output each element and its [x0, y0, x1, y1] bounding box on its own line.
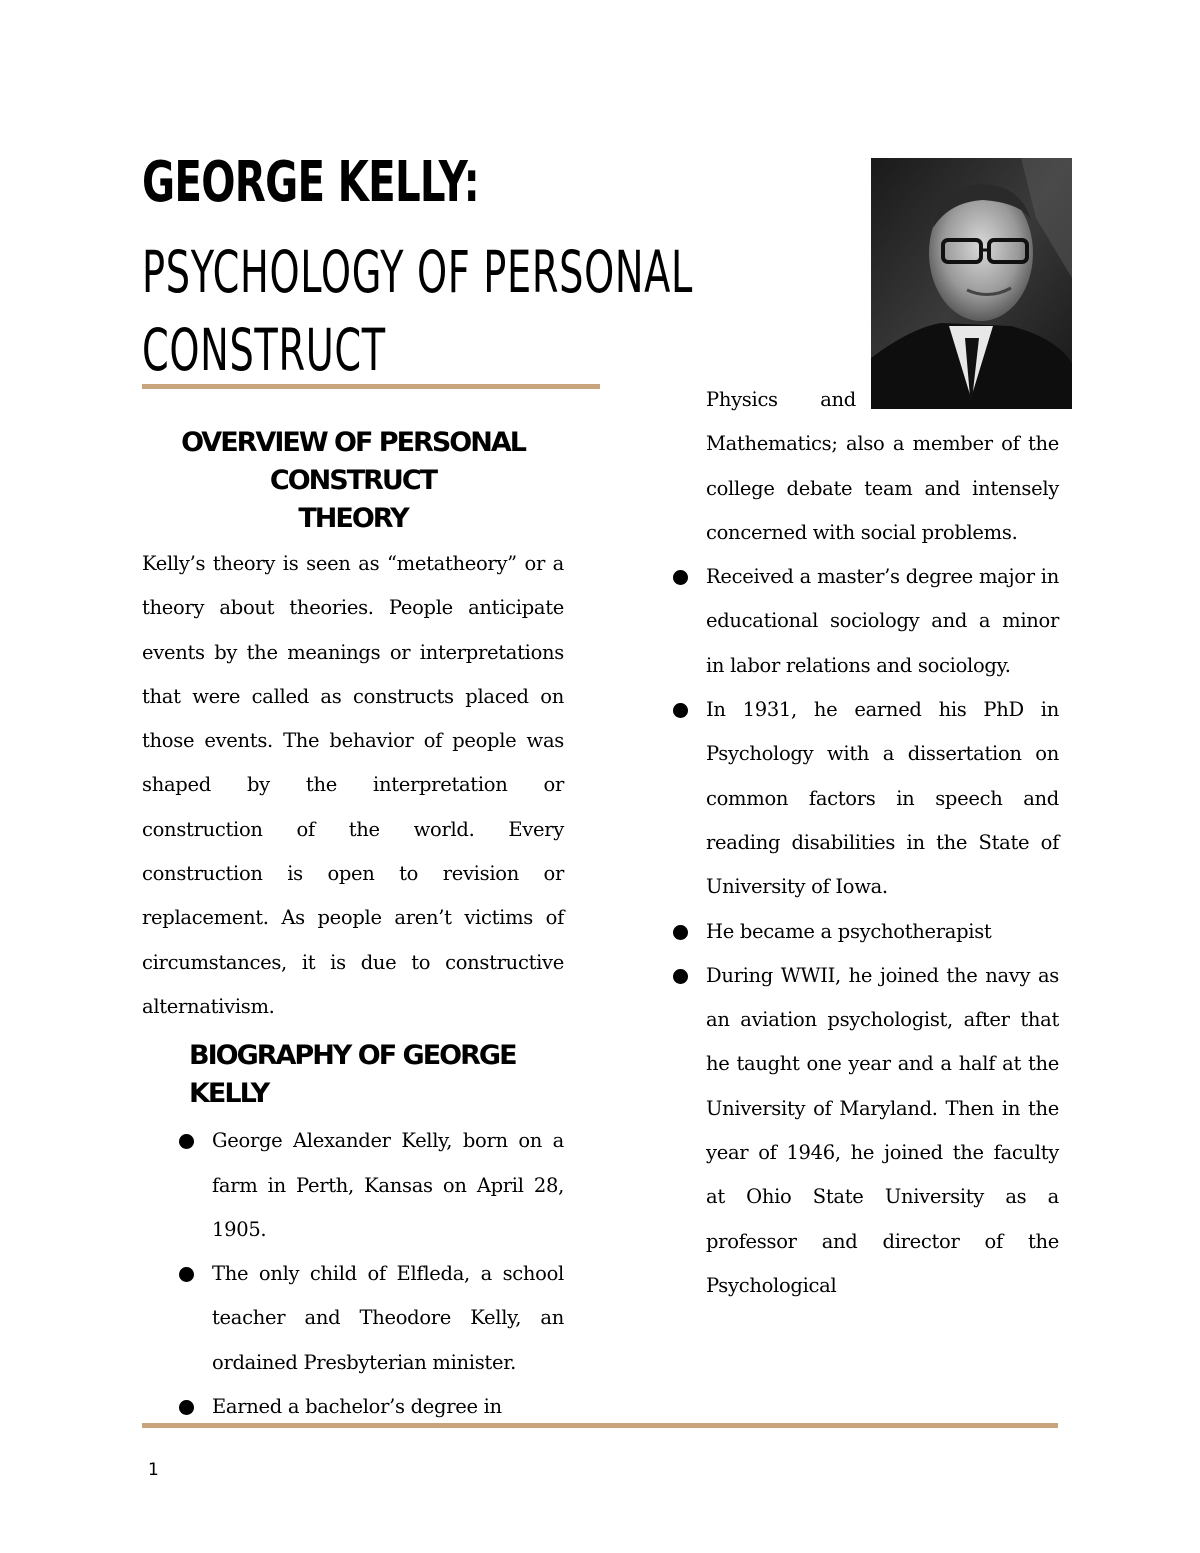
- biography-list-right: [670, 555, 1059, 1308]
- list-item-text: During WWII, he joined the navy as an aviation psychologist, after that he taught one year and a half at the University of Maryland. Then in the year of 1946, he joined the faculty at Ohio State University as a professor and director of the Psychological: [706, 963, 1059, 1297]
- list-item-text: He became a psychotherapist: [706, 919, 992, 943]
- list-item: [670, 910, 1059, 954]
- list-item: [670, 555, 1059, 688]
- continued-text: [670, 378, 1059, 555]
- bullet-icon: [673, 969, 688, 984]
- bullet-icon: [673, 570, 688, 585]
- title-line-3: CONSTRUCT: [142, 316, 386, 384]
- bullet-icon: [179, 1267, 194, 1282]
- list-item-text: George Alexander Kelly, born on a farm in Perth, Kansas on April 28, 1905.: [212, 1129, 564, 1241]
- list-item-text: Received a master’s degree major in educational sociology and a minor in labor relations and sociology.: [706, 565, 1059, 677]
- continued-word-2: and: [820, 388, 856, 411]
- continued-word-1: Physics: [706, 388, 778, 411]
- list-item: [670, 954, 1059, 1308]
- title-divider: [142, 384, 600, 389]
- list-item: [670, 688, 1059, 909]
- bullet-icon: [673, 925, 688, 940]
- list-item-text: In 1931, he earned his PhD in Psychology with a dissertation on common factors in speech and reading disabilities in the State of University of Iowa.: [706, 698, 1059, 899]
- page-number: 1: [148, 1460, 159, 1480]
- overview-paragraph: Kelly’s theory is seen as “metatheory” or a theory about theories. People anticipate events by the meanings or interpretations that were called as constructs placed on those events. The behavior of people was shaped by the interpretation or construction of the world. Every construction is open to revision or replacement. As people aren’t victims of circumstances, it is due to constructive alternativism.: [142, 552, 564, 1018]
- list-item: [142, 1252, 564, 1385]
- footer-divider: [142, 1423, 1058, 1428]
- bullet-icon: [179, 1400, 194, 1415]
- continued-first-line: [706, 378, 856, 422]
- overview-heading-line-2: THEORY: [298, 503, 408, 534]
- bullet-icon: [673, 703, 688, 718]
- biography-heading: BIOGRAPHY OF GEORGE KELLY: [189, 1040, 516, 1110]
- right-column: [670, 378, 1059, 1308]
- list-item-text: The only child of Elfleda, a school teacher and Theodore Kelly, an ordained Presbyterian minister.: [212, 1262, 564, 1374]
- portrait-photo: [871, 158, 1072, 409]
- title-line-2: PSYCHOLOGY OF PERSONAL: [142, 238, 694, 306]
- left-column: [142, 424, 564, 1429]
- title-line-1: GEORGE KELLY:: [142, 150, 479, 215]
- overview-heading: [142, 424, 564, 538]
- list-item-text: Earned a bachelor’s degree in: [212, 1395, 502, 1419]
- continued-rest: Mathematics; also a member of the college debate team and intensely concerned with social problems.: [706, 432, 1059, 544]
- list-item: [142, 1119, 564, 1252]
- biography-list-left: [142, 1119, 564, 1429]
- bullet-icon: [179, 1134, 194, 1149]
- overview-heading-line-1: OVERVIEW OF PERSONAL CONSTRUCT: [181, 427, 525, 496]
